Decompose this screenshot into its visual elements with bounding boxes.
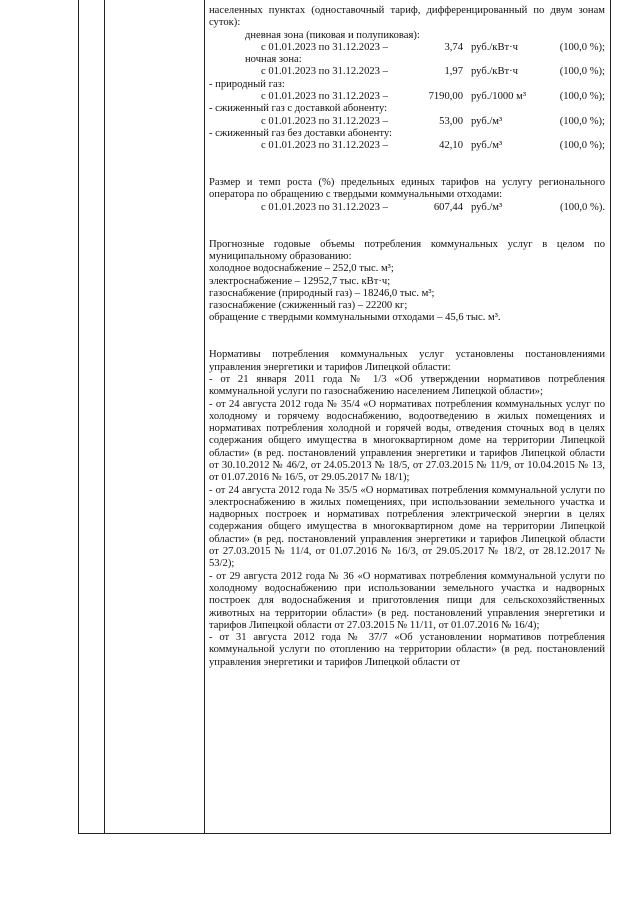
table-border-col2 [204,0,205,834]
forecast-item: газоснабжение (сжиженный газ) – 22200 кг; [209,300,408,312]
paragraph-norms-intro: Нормативы потребления коммунальных услуг установлены постановлениями управления энергетики и тарифов Липецкой области: [209,349,605,373]
day-zone-rate-row [209,42,605,54]
rate-percent: (100,0 %); [559,66,605,78]
rate-period: с 01.01.2023 по 31.12.2023 – [261,201,388,213]
natural-gas-label: - природный газ: [209,78,285,90]
day-zone-label: дневная зона (пиковая и полупиковая): [245,29,420,41]
forecast-item: холодное водоснабжение – 252,0 тыс. м³; [209,263,394,275]
norms-item: - от 21 января 2011 года № 1/3 «Об утверждении нормативов потребления коммунальной услуги по газоснабжению населением Липецкой области»; [209,373,605,398]
lpg-no-delivery-rate-row [209,140,605,152]
rate-percent: (100,0 %); [559,41,605,53]
natural-gas-rate-row [209,91,605,103]
forecast-item: электроснабжение – 12952,7 тыс. кВт·ч; [209,275,391,287]
rate-unit: руб./м³ [471,115,503,127]
table-border-right [610,0,611,834]
table-border-left [78,0,79,834]
rate-unit: руб./1000 м³ [471,91,527,103]
tariff-text-cell [209,5,605,669]
waste-rate-row [209,202,605,214]
rate-period: с 01.01.2023 по 31.12.2023 – [261,140,388,152]
rate-percent: (100,0 %); [559,115,605,127]
rate-period: с 01.01.2023 по 31.12.2023 – [261,115,388,127]
rate-unit: руб./м³ [471,140,503,152]
rate-period: с 01.01.2023 по 31.12.2023 – [261,41,388,53]
forecast-item: газоснабжение (природный газ) – 18246,0 тыс. м³; [209,287,435,299]
lpg-no-delivery-label: - сжиженный газ без доставки абоненту: [209,127,392,139]
rate-value: 42,10 [439,140,463,152]
norms-item: - от 24 августа 2012 года № 35/4 «О нормативах потребления коммунальных услуг по холодному и горячему водоснабжению, водоотведению в жилых помещениях и нормативах потребления холодной и горячей воды, отведения сточных вод в целях содержания общего имущества в многоквартирном доме на территории Липецкой области» (в ред. постановлений управления энергетики и тарифов Липецкой области от 30.10.2012 № 46/2, от 24.05.2013 № 18/5, от 27.03.2015 № 11/9, от 10.04.2015 № 13, от 01.07.2016 № 16/5, от 29.05.2017 № 18/1); [209,398,605,484]
norms-item: - от 31 августа 2012 года № 37/7 «Об установлении нормативов потребления коммунальной услуги по отоплению на территории области» (в ред. постановлений управления энергетики и тарифов Липецкой области от [209,632,605,668]
rate-percent: (100,0 %); [559,140,605,152]
forecast-item: обращение с твердыми коммунальными отходами – 45,6 тыс. м³. [209,312,501,324]
table-border-col1 [104,0,105,834]
rate-period: с 01.01.2023 по 31.12.2023 – [261,66,388,78]
rate-value: 3,74 [444,41,463,53]
rate-value: 7190,00 [428,91,463,103]
norms-item: - от 24 августа 2012 года № 35/5 «О нормативах потребления коммунальной услуги по электроснабжению в жилых помещениях, при использовании земельного участка и надворных построек и нормативах потребления электрической энергии в целях содержания общего имущества в многоквартирном доме на территории Липецкой области» (в ред. постановлений управления энергетики и тарифов Липецкой области от 27.03.2015 № 11/4, от 01.07.2016 № 16/3, от 29.05.2017 № 18/2, от 28.12.2017 № 53/2); [209,484,605,570]
rate-percent: (100,0 %). [559,201,605,213]
rate-unit: руб./кВт·ч [471,66,518,78]
norms-item: - от 29 августа 2012 года № 36 «О нормативах потребления коммунальной услуги по холодному водоснабжению при использовании земельного участка и надворных построек для водоснабжения и приготовления пищи для сельскохозяйственных животных на территории области» (в ред. постановлений управления энергетики и тарифов Липецкой области от 27.03.2015 № 11/11, от 01.07.2016 № 16/4); [209,570,605,631]
rate-unit: руб./м³ [471,201,503,213]
rate-percent: (100,0 %); [559,91,605,103]
paragraph-electricity-zones: населенных пунктах (одноставочный тариф, дифференцированный по двум зонам суток): [209,5,605,29]
night-zone-rate-row [209,66,605,78]
paragraph-waste-tariff: Размер и темп роста (%) предельных единых тарифов на услугу регионального оператора по обращению с твердыми коммунальными отходами: [209,177,605,201]
paragraph-forecast: Прогнозные годовые объемы потребления коммунальных услуг в целом по муниципальному образованию: [209,238,605,262]
rate-value: 53,00 [439,115,463,127]
lpg-delivery-label: - сжиженный газ с доставкой абоненту: [209,103,388,115]
rate-period: с 01.01.2023 по 31.12.2023 – [261,91,388,103]
rate-value: 1,97 [444,66,463,78]
night-zone-label: ночная зона: [245,54,302,66]
rate-unit: руб./кВт·ч [471,41,518,53]
rate-value: 607,44 [433,201,463,213]
table-border-bottom [78,833,610,834]
lpg-delivery-rate-row [209,116,605,128]
